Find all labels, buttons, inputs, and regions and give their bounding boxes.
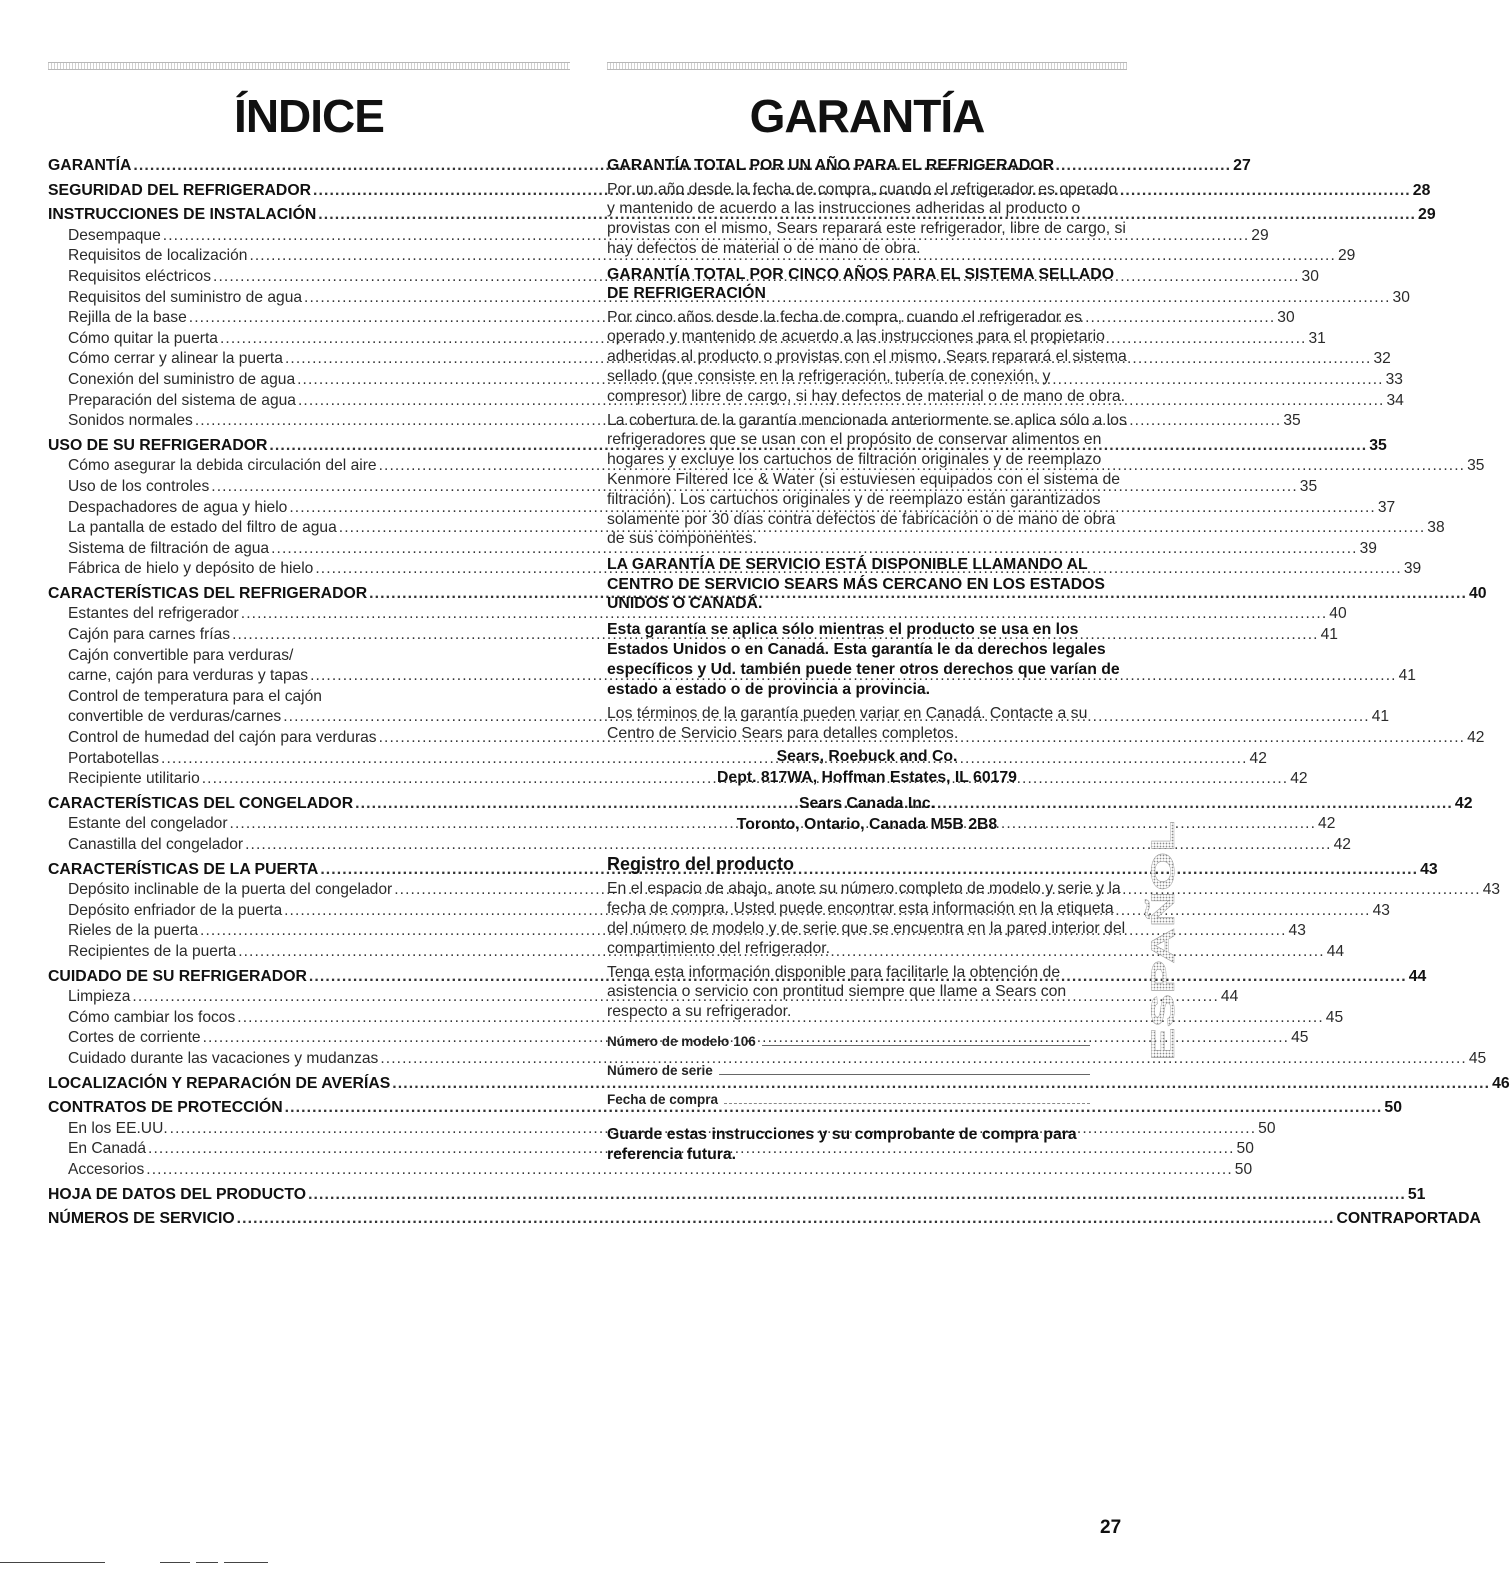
toc-entry-label: En los EE.UU.	[68, 1119, 168, 1137]
toc-entry-label: Cómo asegurar la debida circulación del aire	[68, 457, 377, 475]
toc-entry-line: Control de temperatura para el cajón	[68, 687, 322, 705]
warranty-title: GARANTÍA	[749, 90, 985, 142]
legal-text: Esta garantía se aplica sólo mientras el producto se usa en los Estados Unidos o en Canadá. Esta garantía le da derechos legales específicos y Ud. también puede tener otros derechos que varían de estado a estado o de provincia a provincia.	[607, 620, 1120, 698]
serial-number-label: Número de serie	[607, 1062, 713, 1078]
bottom-crop-marks	[0, 1560, 280, 1566]
toc-entry[interactable]	[48, 728, 1485, 749]
toc-entry-label: Despachadores de agua y hielo	[68, 498, 288, 516]
address-us-line1: Sears, Roebuck and Co.	[776, 748, 958, 766]
toc-entry[interactable]	[48, 391, 1404, 412]
toc-page-number: 29	[1251, 226, 1269, 244]
toc-page-number: 46	[1492, 1074, 1510, 1092]
toc-entry-label: Estante del congelador	[68, 815, 228, 833]
toc-page-number: 29	[1337, 247, 1356, 265]
toc-entry[interactable]	[48, 329, 1326, 350]
toc-entry-label: Recipientes de la puerta	[68, 942, 237, 960]
toc-entry-label: Cómo quitar la puerta	[68, 329, 218, 347]
coverage-text: La cobertura de la garantía mencionada anteriormente se aplica sólo a los refrigeradores que se usan con el propósito de conservar alimentos en hogares y excluye los cartuchos de filtración originales y de reemplazo Kenmore Filtered Ice & Water (si estuviesen equipados con el sistema de filtración). Los cartuchos originales y de reemplazo están garantizados solamente por 30 días contra defectos de fabricación o de mano de obra de sus componentes.	[607, 411, 1127, 548]
toc-entry[interactable]	[48, 539, 1377, 560]
toc-entry-label: GARANTÍA	[48, 157, 132, 174]
toc-page-number: 42	[1467, 729, 1485, 747]
toc-page-number: 27	[1233, 157, 1251, 174]
toc-page-number: 50	[1258, 1119, 1276, 1137]
toc-section-entry[interactable]	[48, 181, 1431, 202]
toc-page-number: 33	[1385, 370, 1403, 388]
toc-entry[interactable]	[48, 987, 1239, 1008]
toc-entry[interactable]	[48, 1119, 1276, 1140]
toc-page-number: 30	[1392, 288, 1410, 306]
toc-page-number: 30	[1301, 267, 1319, 285]
toc-entry-label: Canastilla del congelador	[68, 836, 244, 853]
toc-entry[interactable]	[48, 666, 1416, 687]
toc-section-entry[interactable]	[48, 1074, 1510, 1095]
registration-fields	[607, 1024, 1090, 1109]
service-heading: LA GARANTÍA DE SERVICIO ESTÁ DISPONIBLE LLAMANDO AL CENTRO DE SERVICIO SEARS MÁS CERCANO EN LOS ESTADOS UNIDOS O CANADÁ.	[607, 556, 1105, 613]
toc-entry-label: NÚMEROS DE SERVICIO	[48, 1210, 235, 1228]
toc-page-number: CONTRAPORTADA	[1336, 1210, 1481, 1228]
keep-instructions-note: Guarde estas instrucciones y su comprobante de compra para referencia futura.	[607, 1125, 1077, 1163]
model-number-label: Número de modelo	[607, 1033, 730, 1049]
toc-page-number: 35	[1467, 457, 1485, 475]
toc-page-number: 50	[1384, 1099, 1402, 1117]
toc-entry[interactable]	[48, 246, 1356, 267]
address-ca-line2: Toronto, Ontario, Canada M5B 2B8	[736, 815, 998, 833]
toc-page-number: 45	[1468, 1049, 1487, 1067]
toc-page-number: 42	[1249, 749, 1267, 767]
five-year-heading: GARANTÍA TOTAL POR CINCO AÑOS PARA EL SISTEMA SELLADO DE REFRIGERACIÓN	[607, 265, 1114, 303]
toc-section-entry[interactable]	[48, 1209, 1481, 1230]
toc-entry[interactable]	[48, 901, 1390, 922]
toc-page-number: 34	[1386, 391, 1404, 409]
toc-entry-label: Desempaque	[68, 226, 161, 244]
toc-section-entry[interactable]	[48, 967, 1427, 988]
toc-page-number: 42	[1290, 770, 1308, 788]
language-side-tab	[1145, 818, 1181, 1063]
toc-entry-label: Sonidos normales	[68, 412, 193, 430]
toc-entry-label: carne, cajón para verduras y tapas	[68, 667, 309, 685]
toc-page-number: 38	[1427, 519, 1445, 537]
toc-entry[interactable]	[48, 880, 1501, 901]
toc-entry[interactable]	[48, 308, 1295, 329]
toc-page-number: 29	[1418, 206, 1436, 224]
toc-page-number: 51	[1407, 1185, 1426, 1203]
toc-page-number: 45	[1325, 1008, 1344, 1026]
toc-leader-dots	[237, 1209, 1335, 1230]
toc-page-number: 30	[1277, 309, 1295, 327]
toc-entry-label: CARACTERÍSTICAS DEL CONGELADOR	[48, 794, 354, 812]
language-tab-graphic	[1145, 818, 1181, 1063]
toc-entry-line: Cajón convertible para verduras/	[68, 646, 294, 664]
toc-leader-dots	[308, 1185, 1406, 1206]
toc-entry-label: Portabotellas	[68, 749, 160, 767]
toc-entry-label: Cómo cerrar y alinear la puerta	[68, 350, 283, 368]
toc-entry-label: CONTRATOS DE PROTECCIÓN	[48, 1099, 283, 1117]
toc-entry-label: SEGURIDAD DEL REFRIGERADOR	[48, 181, 312, 199]
toc-entry-label: Requisitos del suministro de agua	[68, 288, 303, 306]
model-number-prefix: 106	[733, 1033, 756, 1049]
toc-entry[interactable]	[48, 349, 1391, 370]
toc-entry-label: Conexión del suministro de agua	[68, 370, 296, 388]
toc-entry-label: CUIDADO DE SU REFRIGERADOR	[48, 967, 307, 985]
toc-entry-label: Sistema de filtración de agua	[68, 539, 270, 557]
toc-entry-label: Estantes del refrigerador	[68, 605, 239, 623]
toc-entry-label: Control de humedad del cajón para verduras	[68, 729, 377, 747]
index-title: ÍNDICE	[234, 90, 384, 142]
toc-entry[interactable]	[48, 226, 1269, 247]
toc-section-entry[interactable]	[48, 205, 1436, 226]
toc-page-number: 50	[1234, 1160, 1253, 1178]
toc-page-number: 45	[1291, 1029, 1309, 1047]
one-year-heading: GARANTÍA TOTAL POR UN AÑO PARA EL REFRIGERADOR	[607, 157, 1055, 174]
toc-entry-label: La pantalla de estado del filtro de agua	[68, 519, 337, 537]
toc-page-number: 39	[1359, 539, 1377, 557]
toc-page-number: 43	[1420, 860, 1438, 878]
language-tab-label: ESPAÑOL	[1145, 908, 1181, 1061]
header-rule	[48, 62, 570, 70]
toc-page-number: 50	[1236, 1140, 1254, 1158]
toc-entry-label: CARACTERÍSTICAS DEL REFRIGERADOR	[48, 584, 368, 602]
toc-entry[interactable]	[48, 456, 1485, 477]
toc-entry[interactable]	[48, 518, 1445, 539]
toc-entry-label: INSTRUCCIONES DE INSTALACIÓN	[48, 206, 317, 224]
toc-entry-label: Fábrica de hielo y depósito de hielo	[68, 560, 314, 578]
toc-page-number: 35	[1283, 412, 1301, 430]
toc-entry[interactable]	[48, 1008, 1344, 1029]
toc-entry-label: Rieles de la puerta	[68, 922, 199, 940]
toc-page-number: 35	[1369, 436, 1387, 454]
toc-entry-label: convertible de verduras/carnes	[68, 708, 282, 726]
toc-page-number: 44	[1408, 967, 1427, 985]
toc-entry-label: En Canadá	[68, 1140, 147, 1158]
address-us-line2: Dept. 817WA, Hoffman Estates, IL 60179	[717, 768, 1017, 786]
toc-entry-label: Rejilla de la base	[68, 309, 187, 327]
toc-page-number: 28	[1412, 181, 1431, 199]
toc-page-number: 42	[1333, 836, 1351, 853]
header-rule	[607, 62, 1127, 70]
canada-text: Los términos de la garantía pueden variar en Canadá. Contacte a su Centro de Servicio Sears para detalles completos.	[607, 704, 1088, 742]
toc-entry[interactable]	[48, 921, 1306, 942]
toc-entry[interactable]	[48, 942, 1345, 963]
toc-page-number: 40	[1329, 605, 1347, 623]
toc-entry-label: Limpieza	[68, 988, 131, 1006]
toc-entry[interactable]	[48, 370, 1403, 391]
registration-title: Registro del producto	[607, 854, 795, 875]
serial-number-field[interactable]	[607, 1053, 1090, 1080]
registration-text: En el espacio de abajo, anote su número completo de modelo y serie y la fecha de compra. Usted puede encontrar esta información en la etiqueta del número de modelo y de serie que se encuentra en la pared interior del compartimiento del refrigerador.	[607, 880, 1126, 957]
toc-page-number: 41	[1398, 667, 1416, 685]
toc-page-number: 42	[1318, 815, 1336, 833]
toc-entry[interactable]	[48, 1160, 1253, 1181]
purchase-date-line[interactable]	[724, 1103, 1090, 1104]
toc-entry-label: Accesorios	[68, 1160, 145, 1178]
toc-entry-label: Cuidado durante las vacaciones y mudanzas	[68, 1049, 379, 1067]
five-year-text: Por cinco años desde la fecha de compra, cuando el refrigerador es operado y mantenido de acuerdo a las instrucciones para el propietario adheridas al producto o provistas con el mismo, Sears reparará el sistema sellado (que consiste en la refrigeración, tubería de conexión, y compresor) libre de cargo, si hay defectos de material o de mano de obra.	[607, 308, 1127, 405]
toc-page-number: 44	[1326, 942, 1345, 960]
toc-page-number: 41	[1371, 708, 1390, 726]
toc-entry[interactable]	[48, 477, 1318, 498]
toc-page-number: 43	[1288, 922, 1306, 940]
toc-entry-label: Cortes de corriente	[68, 1029, 201, 1047]
toc-page-number: 42	[1454, 794, 1473, 812]
toc-entry-label: Uso de los controles	[68, 477, 210, 495]
registration-text-2: Tenga esta información disponible para facilitarle la obtención de asistencia o servicio con prontitud siempre que llame a Sears con respecto a su refrigerador.	[607, 963, 1067, 1021]
model-number-line[interactable]	[762, 1045, 1090, 1046]
toc-page-number: 37	[1377, 498, 1396, 516]
toc-entry[interactable]	[48, 835, 1351, 856]
toc-page-number: 35	[1299, 477, 1318, 495]
toc-entry-label: Cajón para carnes frías	[68, 626, 231, 644]
address-ca-line1: Sears Canada Inc.	[798, 795, 936, 813]
toc-entry[interactable]	[48, 498, 1396, 519]
toc-entry[interactable]	[48, 411, 1301, 432]
toc-entry-label: Requisitos eléctricos	[68, 267, 212, 285]
toc-entry[interactable]	[48, 559, 1422, 580]
toc-section-entry[interactable]	[48, 584, 1487, 605]
purchase-date-label: Fecha de compra	[607, 1091, 719, 1107]
toc-section-entry[interactable]	[48, 1185, 1426, 1206]
warranty-column	[607, 62, 1127, 1165]
toc-page-number: 40	[1468, 584, 1487, 602]
toc-page-number: 39	[1403, 560, 1422, 578]
toc-entry-label: Recipiente utilitario	[68, 770, 200, 788]
toc-entry-label: Preparación del sistema de agua	[68, 391, 296, 409]
toc-section-entry[interactable]	[48, 436, 1387, 457]
page-number: 27	[1100, 1517, 1122, 1538]
toc-entry-label: LOCALIZACIÓN Y REPARACIÓN DE AVERÍAS	[48, 1074, 391, 1092]
model-number-field[interactable]	[607, 1024, 1090, 1051]
toc-page-number: 41	[1320, 626, 1338, 644]
toc-page-number: 44	[1220, 988, 1239, 1006]
one-year-text: Por un año desde la fecha de compra, cuando el refrigerador es operado y mantenido de acuerdo a las instrucciones adheridas al producto o provistas con el mismo, Sears reparará este refrigerador, libre de cargo, si hay defectos de material o de mano de obra.	[607, 180, 1126, 257]
toc-entry-label: Requisitos de localización	[68, 247, 248, 265]
serial-number-line[interactable]	[719, 1074, 1090, 1075]
toc-entry[interactable]	[48, 604, 1347, 625]
toc-entry[interactable]	[48, 288, 1410, 309]
toc-page-number: 43	[1482, 881, 1501, 899]
toc-entry-label: CARACTERÍSTICAS DE LA PUERTA	[48, 860, 319, 878]
toc-page-number: 31	[1308, 329, 1326, 347]
toc-page-number: 32	[1373, 350, 1391, 368]
toc-entry-label: HOJA DE DATOS DEL PRODUCTO	[48, 1185, 307, 1203]
toc-entry-label: USO DE SU REFRIGERADOR	[48, 436, 268, 454]
toc-entry-label: Depósito inclinable de la puerta del congelador	[68, 881, 393, 899]
toc-entry[interactable]	[48, 625, 1338, 646]
toc-entry-label: Cómo cambiar los focos	[68, 1008, 236, 1026]
purchase-date-field[interactable]	[607, 1082, 1090, 1109]
toc-page-number: 43	[1372, 901, 1390, 919]
toc-entry-label: Depósito enfriador de la puerta	[68, 901, 283, 919]
